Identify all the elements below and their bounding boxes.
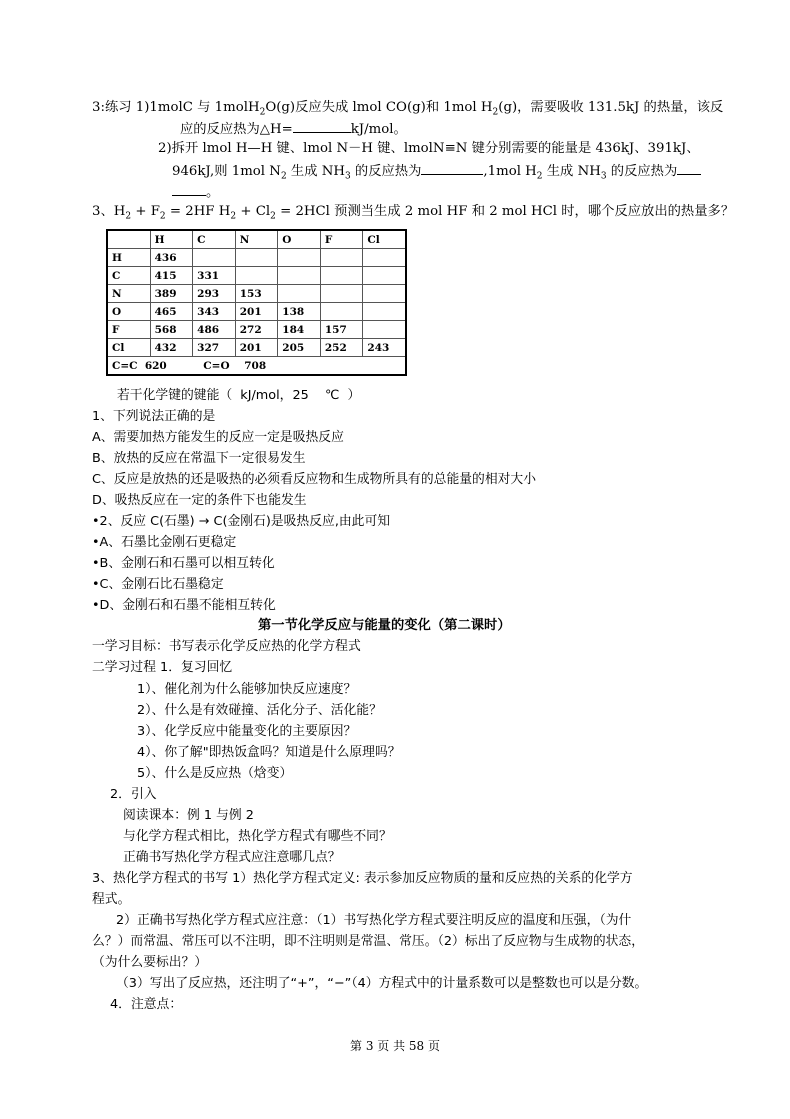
table-cell: 201 xyxy=(235,339,278,357)
table-cell: 293 xyxy=(193,285,236,303)
paragraph-4-line3: （为什么要标出？） xyxy=(92,955,208,970)
table-cell: 201 xyxy=(235,303,278,321)
table-header-cell: F xyxy=(320,230,363,249)
ex3-text-d: + Cl xyxy=(236,204,271,219)
q2-stem: •2、反应 C(石墨) → C(金刚石)是吸热反应,由此可知 xyxy=(92,514,391,529)
review-item: 3）、化学反应中能量变化的主要原因？ xyxy=(137,724,357,739)
table-cell: 272 xyxy=(235,321,278,339)
ex3-text-e: = 2HCl 预测当生成 2 mol HF 和 2 mol HCl 时，哪个反应放出的热量多？ xyxy=(275,204,735,219)
table-cell: F xyxy=(107,321,150,339)
table-cell: 184 xyxy=(278,321,321,339)
review-item: 1）、催化剂为什么能够加快反应速度？ xyxy=(137,682,357,697)
intro-line: 与化学方程式相比，热化学方程式有哪些不同？ xyxy=(123,829,392,844)
ex2-text-e: ,1mol H xyxy=(483,164,537,179)
ex1-sub-a: 2 xyxy=(259,107,266,118)
table-cell xyxy=(320,249,363,267)
ex3-sub: 2 xyxy=(125,211,132,222)
table-cell xyxy=(363,303,406,321)
ex1-line2-unit: kJ/mol。 xyxy=(350,122,407,137)
table-cell: 568 xyxy=(150,321,193,339)
ex3-text-b: + F xyxy=(131,204,160,219)
ex1-sub-b: 2 xyxy=(492,107,499,118)
ex3-sub: 2 xyxy=(230,211,237,222)
section-title: 第一节化学反应与能量的变化（第二课时） xyxy=(258,618,511,633)
answer-blank xyxy=(677,162,701,175)
table-cell: O xyxy=(107,303,150,321)
paragraph-4-line1: 2）正确书写热化学方程式应注意：（1）书写热化学方程式要注明反应的温度和压强，（为什 xyxy=(116,913,632,928)
ex3-text-c: = 2HF H xyxy=(165,204,231,219)
review-item: 2）、什么是有效碰撞、活化分子、活化能？ xyxy=(137,703,382,718)
q2-option-b: •B、金刚石和石墨可以相互转化 xyxy=(92,556,275,571)
review-item: 5）、什么是反应热（焓变） xyxy=(137,766,293,781)
answer-blank xyxy=(421,162,483,175)
q1-option-b: B、放热的反应在常温下一定很易发生 xyxy=(92,451,306,466)
table-header-cell: Cl xyxy=(363,230,406,249)
paragraph-3-line2: 程式。 xyxy=(92,892,131,907)
table-cell: Cl xyxy=(107,339,150,357)
learning-process: 二学习过程 1．复习回忆 xyxy=(92,660,233,675)
table-cell: 331 xyxy=(193,267,236,285)
table-cell: C xyxy=(107,267,150,285)
table-cell: 205 xyxy=(278,339,321,357)
table-cell xyxy=(363,321,406,339)
exercise-2-line3 xyxy=(172,183,219,201)
table-cell: 252 xyxy=(320,339,363,357)
ex2-text-a: 2)拆开 lmol H—H 键、lmol N－H 键、lmolN≡N 键分别需要的能量是 436kJ、391kJ、 xyxy=(158,141,700,156)
table-cell xyxy=(320,285,363,303)
ex2-text-g: 的反应热为 xyxy=(606,164,678,179)
exercise-3 xyxy=(92,204,734,220)
ex2-sub-f: 3 xyxy=(600,171,607,182)
table-cell: 153 xyxy=(235,285,278,303)
ex1-line2-text: 应的反应热为△H= xyxy=(180,122,293,137)
table-cell: H xyxy=(107,249,150,267)
table-cell: 415 xyxy=(150,267,193,285)
answer-blank xyxy=(293,120,351,133)
ex2-text-f: 生成 NH xyxy=(542,164,601,179)
table-cell xyxy=(363,267,406,285)
table-header-cell xyxy=(107,230,150,249)
table-cell: 436 xyxy=(150,249,193,267)
q2-option-d: •D、金刚石和石墨不能相互转化 xyxy=(92,598,276,613)
ex3-sub: 2 xyxy=(159,211,166,222)
intro-line: 正确书写热化学方程式应注意哪几点？ xyxy=(123,850,341,865)
table-row xyxy=(107,285,406,303)
ex2-text-h: 。 xyxy=(206,185,220,200)
table-cell: 389 xyxy=(150,285,193,303)
table-cell: 327 xyxy=(193,339,236,357)
exercise-1-line1 xyxy=(92,100,723,116)
ex1-text-c: (g)，需要吸收 131.5kJ 的热量，该反 xyxy=(498,100,724,115)
paragraph-4-line2: 么？）而常温、常压可以不注明，即不注明则是常温、常压。（2）标出了反应物与生成物的状态， xyxy=(92,934,645,949)
table-cell xyxy=(363,285,406,303)
q1-stem: 1、下列说法正确的是 xyxy=(92,409,216,424)
answer-blank xyxy=(172,183,206,196)
table-header-cell: C xyxy=(193,230,236,249)
table-cell: 138 xyxy=(278,303,321,321)
table-cell: 465 xyxy=(150,303,193,321)
learning-goal: 一学习目标：书写表示化学反应热的化学方程式 xyxy=(92,639,361,654)
q2-option-c: •C、金刚石比石墨稳定 xyxy=(92,577,224,592)
q2-option-a: •A、石墨比金刚石更稳定 xyxy=(92,535,237,550)
table-row xyxy=(107,249,406,267)
table-row xyxy=(107,321,406,339)
table-cell xyxy=(363,249,406,267)
q1-option-a: A、需要加热方能发生的反应一定是吸热反应 xyxy=(92,430,344,445)
table-caption: 若干化学键的键能（ kJ/mol，25 ℃ ） xyxy=(117,388,361,403)
exercise-1-line2 xyxy=(180,120,407,138)
ex2-text-b: 946kJ,则 1mol N xyxy=(172,164,281,179)
exercise-2-line1 xyxy=(158,141,700,157)
ex2-sub-c: 3 xyxy=(344,171,351,182)
table-cell: 243 xyxy=(363,339,406,357)
table-footer-row xyxy=(107,357,406,376)
ex3-sub: 2 xyxy=(270,211,276,222)
table-cell xyxy=(235,249,278,267)
review-item: 4）、你了解"即热饭盒吗？知道是什么原理吗？ xyxy=(137,745,401,760)
table-header-cell: O xyxy=(278,230,321,249)
paragraph-3-line1: 3、热化学方程式的书写 1）热化学方程式定义: 表示参加反应物质的量和反应热的关系的化学方 xyxy=(92,871,633,886)
table-cell xyxy=(278,267,321,285)
q1-option-c: C、反应是放热的还是吸热的必须看反应物和生成物所具有的总能量的相对大小 xyxy=(92,472,537,487)
page-footer: 第 3 页 共 58 页 xyxy=(350,1039,440,1053)
ex2-text-c: 生成 NH xyxy=(286,164,345,179)
table-row xyxy=(107,267,406,285)
table-header-row xyxy=(107,230,406,249)
ex2-text-d: 的反应热为 xyxy=(350,164,422,179)
ex1-text-b: O(g)反应失成 lmol CO(g)和 1mol H xyxy=(265,100,493,115)
table-cell: 157 xyxy=(320,321,363,339)
table-row xyxy=(107,303,406,321)
table-cell: 486 xyxy=(193,321,236,339)
ex2-sub-e: 2 xyxy=(536,171,543,182)
table-header-cell: H xyxy=(150,230,193,249)
paragraph-5: （3）写出了反应热，还注明了“+”，“−”（4）方程式中的计量系数可以是整数也可以是分数。 xyxy=(116,976,648,991)
table-cell: 343 xyxy=(193,303,236,321)
ex1-text-a: 3:练习 1)1molC 与 1molH xyxy=(92,100,260,115)
table-cell xyxy=(278,285,321,303)
table-cell xyxy=(235,267,278,285)
intro-heading: 2．引入 xyxy=(110,787,157,802)
table-cell xyxy=(278,249,321,267)
table-footer: C=C 620 C=O 708 xyxy=(107,357,406,376)
table-cell xyxy=(320,303,363,321)
table-cell: N xyxy=(107,285,150,303)
table-cell xyxy=(320,267,363,285)
table-cell: 432 xyxy=(150,339,193,357)
intro-line: 阅读课本：例 1 与例 2 xyxy=(123,808,254,823)
ex2-sub-b: 2 xyxy=(280,171,287,182)
note-heading: 4．注意点： xyxy=(110,997,183,1012)
table-row xyxy=(107,339,406,357)
table-cell xyxy=(193,249,236,267)
ex3-text-a: 3、H xyxy=(92,204,126,219)
q1-option-d: D、吸热反应在一定的条件下也能发生 xyxy=(92,493,307,508)
bond-energy-table xyxy=(106,229,407,376)
exercise-2-line2 xyxy=(172,162,701,180)
table-header-cell: N xyxy=(235,230,278,249)
